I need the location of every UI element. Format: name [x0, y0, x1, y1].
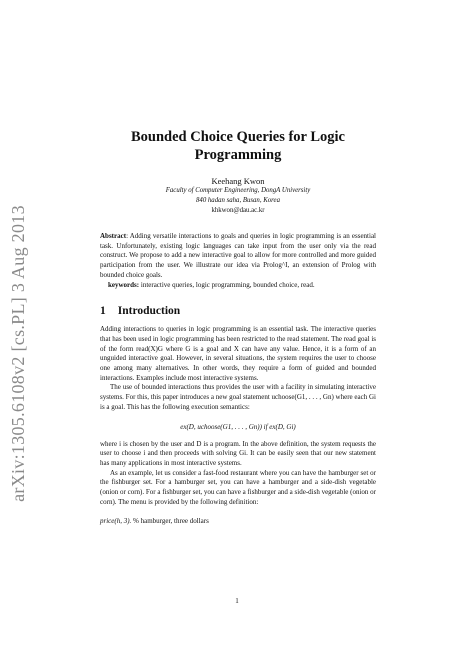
paper-page: [100, 128, 376, 525]
section-number: 1: [100, 305, 106, 318]
abstract-text: : Adding versatile interactions to goals and queries in logic programming is an essential task. Unfortunately, existing logic languages can take input from the user only via the read construct. We propose to add a new interactive goal to allow for more controlled and more guided participation from the user. We illustrate our idea via Prolog^I, an extension of Prolog with bounded choice goals.: [100, 232, 376, 279]
paper-title: [100, 128, 376, 164]
execution-semantics-formula: ex(D, uchoose(G1, . . . , Gn)) if ex(D, Gi): [180, 422, 296, 431]
abstract-label: Abstract: [100, 232, 127, 240]
author-name: Keehang Kwon: [211, 176, 265, 186]
arxiv-identifier-sidebar: [2, 188, 34, 518]
code-fact: price(h, 3).: [100, 517, 132, 526]
intro-paragraph-4: As an example, let us consider a fast-food restaurant where you can have the hamburger set or the fishburger set. For a hamburger set, you can have a hamburger and a side-dish vegetable (onion or corn). For a fishburger set, you can have a fishburger and a side-dish vegetable (onion or corn). The menu is provided by the following definition:: [100, 468, 376, 506]
intro-paragraph-2: The use of bounded interactions thus provides the user with a facility in simulating interactive systems. For this, this paper introduces a new goal statement uchoose(G1, . . . , Gn) where each Gi is a goal. This has the following execution semantics:: [100, 383, 376, 411]
code-example-line: [100, 517, 376, 525]
code-comment: % hamburger, three dollars: [131, 517, 209, 526]
paper-title-line-1: Bounded Choice Queries for Logic: [130, 129, 345, 145]
keywords-block: [100, 281, 376, 291]
section-title: Introduction: [117, 305, 181, 318]
paper-title-line-2: Programming: [194, 147, 282, 163]
keywords-label: keywords:: [108, 280, 140, 289]
intro-paragraph-1: Adding interactions to queries in logic programming is an essential task. The interactive queries that has been used in logic programming has been restricted to the read statement. The read goal is of the form read(X)G where G is a goal and X can have any value. Hence, it is a form of an unguided interactive goal. However, in several situations, the system requires the user to choose one among many alternatives. In other words, they require a form of guided and bounded interactions. Examples include most interactive systems.: [100, 325, 376, 382]
author-email: khkwon@dau.ac.kr: [211, 207, 265, 214]
page-number: 1: [235, 597, 239, 605]
section-heading: [100, 304, 376, 318]
keywords-text: interactive queries, logic programming, bounded choice, read.: [139, 280, 315, 289]
arxiv-identifier-text: arXiv:1305.6108v2 [cs.PL] 3 Aug 2013: [7, 204, 28, 502]
intro-paragraph-3: where i is chosen by the user and D is a program. In the above definition, the system requests the user to choose i and then proceeds with solving Gi. It can be easily seen that our new statement has many applications in most interactive systems.: [100, 439, 376, 467]
author-address: 840 hadan saha, Busan, Korea: [196, 197, 280, 204]
author-affiliation: Faculty of Computer Engineering, DongA University: [165, 187, 311, 194]
abstract-block: [100, 232, 376, 281]
